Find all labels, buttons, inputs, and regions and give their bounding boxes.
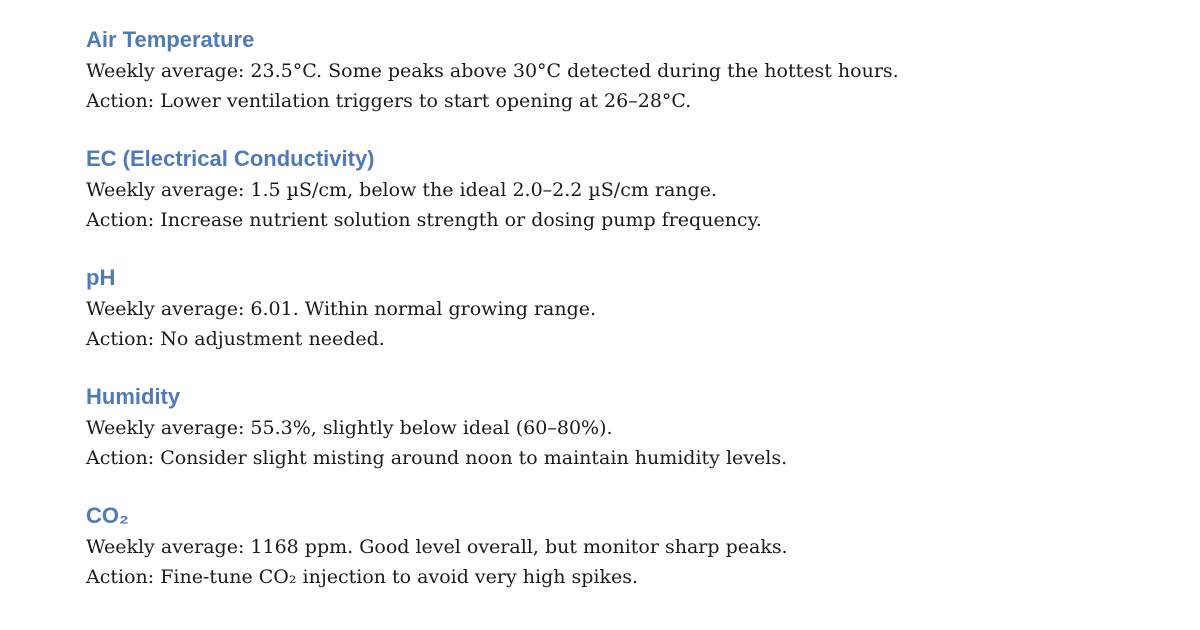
action-text: Action: Increase nutrient solution strength or dosing pump frequency. <box>86 209 762 231</box>
action-text: Action: No adjustment needed. <box>86 328 385 350</box>
section-ec <box>86 143 1166 235</box>
section-heading: pH <box>86 265 116 290</box>
section-air-temperature <box>86 24 1166 116</box>
action-text: Action: Lower ventilation triggers to start opening at 26–28°C. <box>86 90 692 112</box>
section-spacer <box>86 473 1166 500</box>
section-heading: Air Temperature <box>86 27 255 52</box>
action-text: Action: Consider slight misting around noon to maintain humidity levels. <box>86 447 788 469</box>
section-spacer <box>86 354 1166 381</box>
section-ph <box>86 262 1166 354</box>
weekly-average-text: Weekly average: 6.01. Within normal growing range. <box>86 298 597 320</box>
section-co2 <box>86 500 1166 592</box>
weekly-average-text: Weekly average: 1168 ppm. Good level overall, but monitor sharp peaks. <box>86 536 788 558</box>
report-document <box>86 24 1166 592</box>
weekly-average-text: Weekly average: 23.5°C. Some peaks above 30°C detected during the hottest hours. <box>86 60 899 82</box>
section-humidity <box>86 381 1166 473</box>
weekly-average-text: Weekly average: 1.5 µS/cm, below the ideal 2.0–2.2 µS/cm range. <box>86 179 717 201</box>
section-heading: Humidity <box>86 384 181 409</box>
section-heading: CO₂ <box>86 503 129 528</box>
section-spacer <box>86 235 1166 262</box>
action-text: Action: Fine-tune CO₂ injection to avoid very high spikes. <box>86 566 639 588</box>
section-heading: EC (Electrical Conductivity) <box>86 146 375 171</box>
weekly-average-text: Weekly average: 55.3%, slightly below ideal (60–80%). <box>86 417 613 439</box>
section-spacer <box>86 116 1166 143</box>
